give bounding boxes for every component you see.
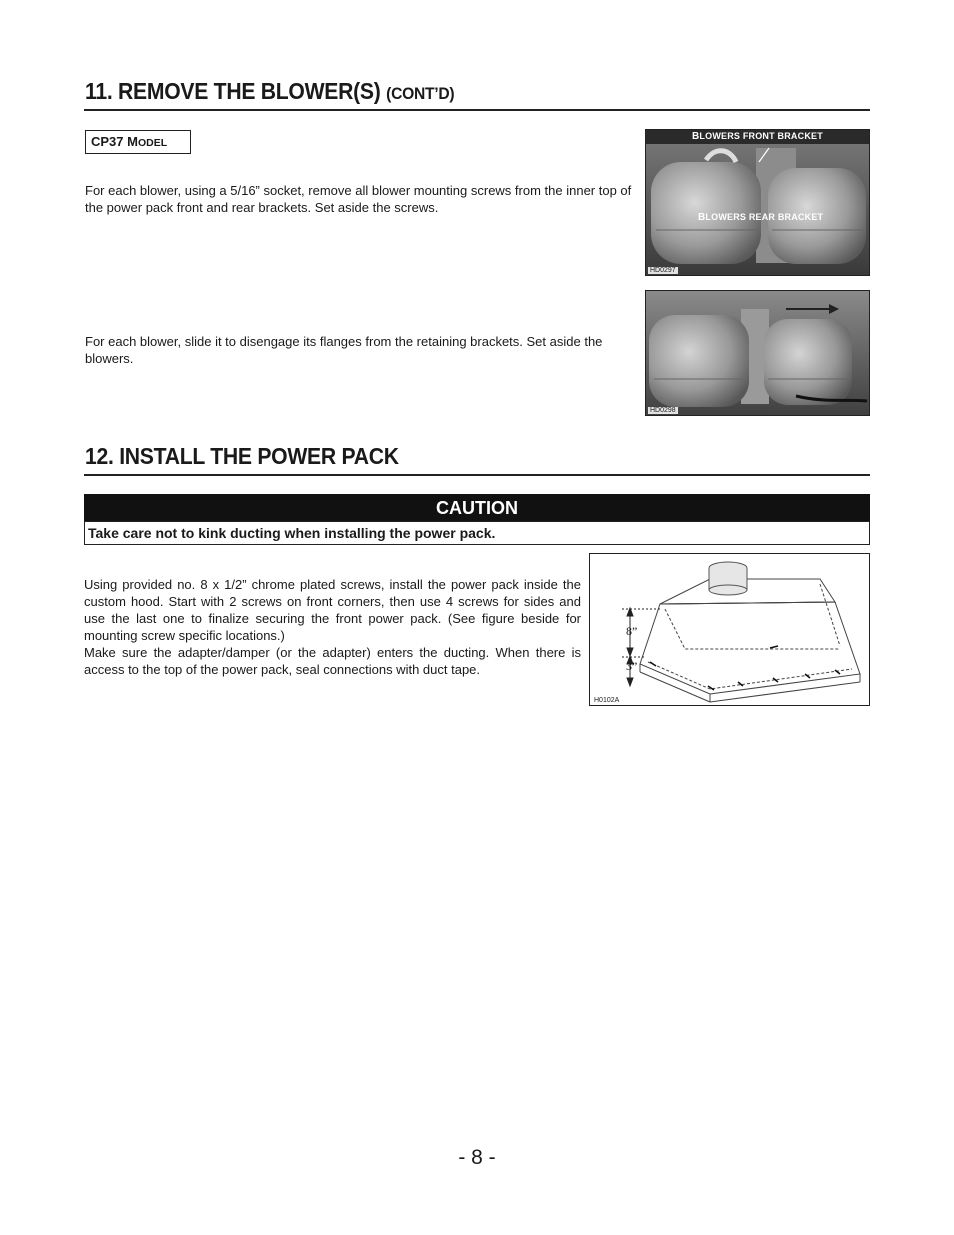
section-12-title: [85, 443, 399, 470]
photo-2-code: HD0298: [650, 407, 676, 414]
blowers-slide-photo: [645, 290, 870, 416]
blowers-slide-image: [646, 291, 869, 415]
dimension-3-label: 3”: [626, 659, 638, 673]
photo-1-code: HD0297: [650, 267, 676, 274]
page-number: - 8 -: [458, 1146, 496, 1169]
section-12-title-text: 12. INSTALL THE POWER PACK: [85, 443, 399, 469]
section-11-rule: [84, 109, 870, 111]
blowers-brackets-image: [646, 130, 869, 275]
model-label-box: [85, 130, 191, 154]
caption-rear-rest: LOWERS REAR BRACKET: [705, 212, 824, 222]
model-label-prefix: CP37 M: [91, 134, 138, 149]
caption-blowers-rear-bracket: [698, 212, 823, 223]
section-11-title: [85, 78, 454, 105]
step-slide-blowers-text: For each blower, slide it to disengage its flanges from the retaining brackets. Set aside the blowers.: [85, 334, 603, 366]
install-paragraph-2: Make sure the adapter/damper (or the adapter) enters the ducting. When there is access to the top of the power pack, seal connections with duct tape.: [84, 645, 581, 677]
section-11-title-text: 11. REMOVE THE BLOWER(S): [85, 78, 381, 104]
caption-blowers-front-bracket: [692, 131, 823, 142]
caption-front-initial: B: [692, 131, 700, 142]
blowers-brackets-photo: [645, 129, 870, 276]
caution-text: Take care not to kink ducting when installing the power pack.: [84, 521, 870, 545]
install-paragraph-1: Using provided no. 8 x 1/2” chrome plated screws, install the power pack inside the custom hood. Start with 2 screws on front corners, then use 4 screws for sides and use the last one to finalize securing the front power pack. (See figure beside for mounting screw specific locations.): [84, 577, 581, 643]
caption-rear-initial: B: [698, 212, 706, 223]
hood-figure-code: H0102A: [594, 697, 620, 704]
caution-heading: CAUTION: [84, 494, 870, 522]
hood-figure: [589, 553, 870, 706]
caption-front-rest: LOWERS FRONT BRACKET: [699, 131, 823, 141]
section-12-rule: [84, 474, 870, 476]
model-label-small: ODEL: [137, 137, 168, 149]
step-remove-screws-text: For each blower, using a 5/16” socket, remove all blower mounting screws from the inner top of the power pack front and rear brackets. Set aside the screws.: [85, 183, 632, 215]
section-11-title-suffix: (CONT’D): [386, 84, 455, 103]
dimension-8-label: 8”: [626, 624, 638, 638]
